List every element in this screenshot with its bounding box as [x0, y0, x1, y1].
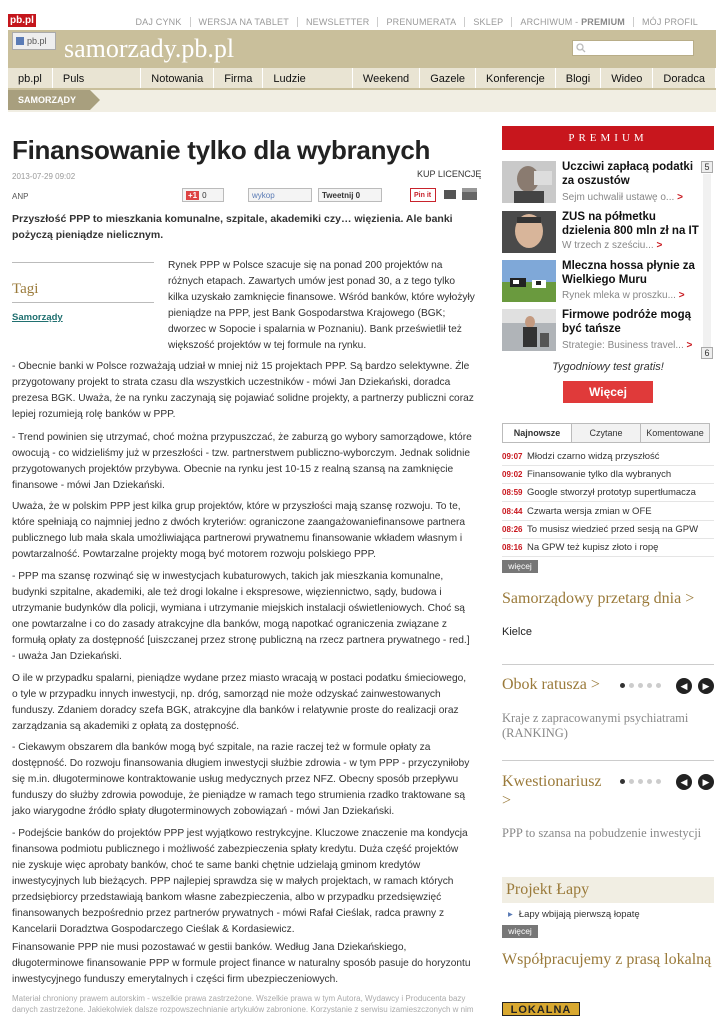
premium-sub-text: Rynek mleka w proszku...: [562, 290, 676, 301]
news-text: Finansowanie tylko dla wybranych: [527, 469, 672, 480]
carousel-dot[interactable]: [656, 779, 661, 784]
mail-icon[interactable]: [444, 190, 456, 199]
premium-thumb-traveler: [502, 309, 556, 351]
premium-thumb-man: [502, 161, 556, 203]
premium-more-arrow: >: [678, 290, 685, 301]
news-text: Czwarta wersja zmian w OFE: [527, 506, 652, 517]
article-lead: Przyszłość PPP to mieszkania komunalne, szpitale, akademiki czy… więzienia. Ale banki pożyczą pieniądze nielicznym.: [12, 213, 453, 241]
news-item[interactable]: [502, 521, 714, 539]
toplink-prenumerata[interactable]: PRENUMERATA: [377, 17, 464, 27]
pb-badge-label: pb.pl: [27, 36, 47, 46]
carousel-dot[interactable]: [647, 683, 652, 688]
article-date: 2013-07-29 09:02: [12, 172, 76, 181]
search-input[interactable]: [572, 40, 694, 56]
article-title: Finansowanie tylko dla wybranych: [12, 135, 431, 165]
tags-divider-top: [12, 262, 154, 263]
article-paragraph: - Ciekawym obszarem dla banków mogą być szpitale, na razie raczej też w formule opłaty za dostępność. Do rozwoju finansowania długiem inwestycji służbie zdrowia - w tym PPP - przyczyniłoby się m.in. długoterminowe kontraktowanie usług medycznych przez NFZ. Obecny sposób przepływu funduszy do służby zdrowia powoduje, że pieniądze w ramach tego strumienia rzadko traktowane są jako wiarygodne źródło spłaty długoterminowych zobowiązań - mówi Jan Dziekański.: [12, 742, 470, 817]
carousel-dot[interactable]: [629, 683, 634, 688]
carousel-dot[interactable]: [629, 779, 634, 784]
premium-sub: [562, 290, 685, 301]
pb-home-badge[interactable]: [12, 32, 56, 50]
premium-item[interactable]: [502, 258, 714, 306]
section-divider: [502, 664, 714, 665]
toplink-premium: PREMIUM: [581, 17, 625, 27]
news-text: To musisz wiedzieć przed sesją na GPW: [527, 524, 699, 535]
article-paragraph: - PPP ma szansę rozwinąć się w inwestycjach kubaturowych, takich jak mieszkania komunalne, budynki szpitalne, akademiki, ale też drogi lokalne i ekspresowe, więziennictwo, sądy, budowa i utrzymanie budynków dla policji, wymiana i utrzymanie miejskich instalacji oświetleniowych. Choć są one powtarzalne i co do zasady atrakcyjne dla banków, mogą napotkać ograniczenia związane z formułą opłaty za dostępność [uiszczanej przez stronę publiczną na rzecz partnera prywatnego - red.] - uważa Jan Dziekański.: [12, 571, 470, 662]
lokalna-logo[interactable]: LOKALNA: [502, 1002, 580, 1016]
tags-divider-bottom: [12, 302, 154, 303]
nav-konferencje[interactable]: Konferencje: [476, 68, 556, 88]
tweet-button[interactable]: [318, 188, 382, 202]
toplink-daj-cynk[interactable]: DAJ CYNK: [135, 17, 182, 27]
news-item[interactable]: [502, 503, 714, 521]
nav-blogi[interactable]: Blogi: [556, 68, 601, 88]
news-text: Młodzi czarno widzą przyszłość: [527, 451, 660, 462]
search-icon: [576, 43, 586, 53]
nav-ludzie-biznesu[interactable]: Ludzie: [263, 68, 353, 88]
premium-sub-text: W trzech z sześciu...: [562, 240, 654, 251]
nav-gazele[interactable]: Gazele: [420, 68, 476, 88]
premium-more-arrow: >: [677, 192, 683, 203]
breadcrumb-bar: [8, 90, 716, 112]
kwest-text[interactable]: PPP to szansa na pobudzenie inwestycji: [502, 826, 702, 840]
kwest-next-button[interactable]: ▶: [698, 774, 714, 790]
nav-puls-inwestora[interactable]: Puls: [53, 68, 141, 88]
news-time: 08:16: [502, 543, 523, 552]
premium-sub: [562, 192, 683, 203]
projekt-heading[interactable]: Projekt Łapy: [502, 877, 714, 903]
premium-more-button[interactable]: Więcej: [563, 381, 653, 403]
premium-item[interactable]: [502, 209, 714, 257]
projekt-more-button[interactable]: więcej: [502, 925, 538, 938]
wspolpraca-heading: Współpracujemy z prasą lokalną: [502, 951, 712, 968]
site-header: [8, 30, 716, 68]
obok-heading-arrow: >: [590, 676, 600, 693]
obok-carousel-dots: [620, 683, 661, 688]
tweet-count: 0: [355, 190, 361, 200]
main-nav: [8, 68, 716, 90]
toplink-archiwum[interactable]: [511, 17, 633, 27]
gplus-label: +1: [188, 190, 198, 200]
toplink-tablet[interactable]: WERSJA NA TABLET: [190, 17, 297, 27]
premium-sub: [562, 240, 662, 251]
carousel-dot[interactable]: [656, 683, 661, 688]
wykop-label: wykop: [252, 190, 275, 200]
section-divider: [502, 760, 714, 761]
news-time: 09:02: [502, 470, 523, 479]
toplink-sklep[interactable]: SKLEP: [464, 17, 511, 27]
wykop-button[interactable]: [248, 188, 312, 202]
obok-next-button[interactable]: ▶: [698, 678, 714, 694]
tab-komentowane[interactable]: Komentowane: [640, 424, 709, 442]
premium-scroll-down[interactable]: 6: [701, 347, 713, 359]
gplus-count: 0: [202, 190, 207, 200]
nav-weekend[interactable]: Weekend: [353, 68, 420, 88]
article-paragraph: Rynek PPP w Polsce szacuje się na ponad 200 projektów na różnych etapach. Zawartych umów jest ponad 30, a z tego tylko kilka uzyskało zamknięcie finansowe. Wśród banków, które wyłożyły pieniądze na PPP, jest Bank Gospodarstwa Krajowego (BGK; dworzec w Sopocie i spalarnia w Poznaniu). Bank prześwietlił też większość projektów w tej formule na rynku.: [168, 260, 475, 351]
nav-pbpl[interactable]: pb.pl: [8, 68, 53, 88]
projekt-item[interactable]: ▸ Łapy wbijają pierwszą łopatę: [508, 909, 640, 920]
premium-sub-text: Strategie: Business travel...: [562, 340, 684, 351]
carousel-dot[interactable]: [620, 779, 625, 784]
news-item[interactable]: [502, 466, 714, 484]
przetarg-text[interactable]: Kielce: [502, 626, 532, 638]
carousel-dot[interactable]: [638, 779, 643, 784]
nav-firma[interactable]: Firma: [214, 68, 263, 88]
pinterest-button[interactable]: [410, 188, 436, 202]
tab-najnowsze[interactable]: Najnowsze: [503, 424, 571, 442]
news-item[interactable]: [502, 539, 714, 557]
carousel-dot[interactable]: [638, 683, 643, 688]
news-time: 08:59: [502, 488, 523, 497]
obok-text[interactable]: Kraje z zapracowanymi psychiatrami (RANKING): [502, 711, 689, 740]
tag-samorzady-link[interactable]: Samorządy: [12, 312, 63, 323]
obok-prev-button[interactable]: ◀: [676, 678, 692, 694]
news-text: Na GPW też kupisz złoto i ropę: [527, 542, 659, 553]
news-time: 08:44: [502, 507, 523, 516]
obok-heading-label: Obok ratusza: [502, 676, 587, 693]
premium-header[interactable]: PREMIUM: [502, 126, 714, 150]
premium-title: Uczciwi zapłacą podatki za oszustów: [562, 161, 694, 187]
news-time: 09:07: [502, 452, 523, 461]
premium-item[interactable]: [502, 159, 714, 207]
premium-more-arrow: >: [686, 340, 693, 351]
premium-item[interactable]: [502, 307, 714, 355]
kwest-prev-button[interactable]: ◀: [676, 774, 692, 790]
article-paragraph: - Trend powinien się utrzymać, choć można przypuszczać, że zaburzą go wybory samorządowe, które owocują - co widzieliśmy już w przeszłości - tzw. partnerstwem publiczno-wyborczym. Jednak solidnie przygotowanych projektów przybywa. Obecnie na rynku jest 10-15 z realną szansą na zamknięcie finansowe - mówi Jan Dziekański.: [12, 432, 472, 491]
carousel-dot[interactable]: [647, 779, 652, 784]
premium-title: Firmowe podróże mogą być tańsze: [562, 309, 692, 335]
przetarg-heading[interactable]: Samorządowy przetarg dnia >: [502, 590, 695, 607]
copyright-note: Materiał chroniony prawem autorskim - wszelkie prawa zastrzeżone. Wszelkie prawa w tym Autora, Wydawcy i Producenta bazy danych zastrzeżone. Jakiekolwiek dalsze rozpowszechnianie artykułów zabronione. Korzystanie z serwisu izamieszczonych w nim: [12, 994, 474, 1014]
article-paragraph: Uważa, że w polskim PPP jest kilka grup projektów, które w przyszłości mają szansę rozwoju. To te, które spełniają co najmniej jedno z dwóch kryteriów: ograniczone zaangażowaniefinansowe partnera publicznego lub mała skala umożliwiająca partnerowi prywatnemu finansowanie wkładem własnym i powtarzalność. Powtarzalne projekty mogą być motorem rozwoju polskiego PPP.: [12, 501, 466, 560]
top-links: [127, 17, 706, 27]
tweet-label: Tweetnij: [322, 190, 354, 200]
kwest-carousel-dots: [620, 779, 661, 784]
premium-thumb-cows: [502, 260, 556, 302]
print-icon[interactable]: [462, 188, 477, 200]
premium-sub: [562, 340, 692, 351]
obok-heading[interactable]: [502, 676, 600, 694]
pin-label: Pin it: [414, 191, 432, 199]
kwest-heading-arrow: >: [502, 792, 512, 809]
pbpl-logo[interactable]: pb.pl: [10, 15, 34, 26]
nav-wideo[interactable]: Wideo: [601, 68, 653, 88]
kwest-heading-label: Kwestionariusz: [502, 773, 602, 790]
toplink-archiwum-label: ARCHIWUM -: [520, 17, 582, 27]
premium-sub-text: Sejm uchwalił ustawę o...: [562, 192, 675, 203]
trial-text: Tygodniowy test gratis!: [552, 361, 664, 373]
news-time: 08:26: [502, 525, 523, 534]
news-item[interactable]: [502, 484, 714, 502]
top-bar: [0, 0, 724, 30]
premium-scroll-up[interactable]: 5: [701, 161, 713, 173]
gplus-button[interactable]: [182, 188, 224, 202]
news-item[interactable]: [502, 448, 714, 466]
article-paragraph: Finansowanie PPP nie musi pozostawać w gestii banków. Według Jana Dziekańskiego, długoterminowe finansowanie PPP w formule project finance w naturalny sposób pasuje do horyzontu inwestycyjnego funduszy emerytalnych i części firm ubezpieczeniowych.: [12, 942, 471, 985]
toplink-newsletter[interactable]: NEWSLETTER: [297, 17, 378, 27]
tab-czytane[interactable]: Czytane: [571, 424, 640, 442]
premium-title: Mleczna hossa płynie za Wielkiego Muru: [562, 260, 695, 286]
premium-title: ZUS na półmetku dzielenia 800 mln zł na IT: [562, 211, 699, 237]
news-tabs: [502, 423, 710, 443]
article-paragraph: - Podejście banków do projektów PPP jest wyjątkowo restrykcyjne. Kluczowe znaczenie ma kondycja finansowa podmiotu publicznego i możliwość zabezpieczenia spłaty kredytu. Duża część projektów nie zyskuje więc aprobaty banków, choć te same banki chętnie udzielają gminom kredytów inwestycyjnych lub bieżących. PPP najlepiej sprawdza się w małych projektach, w ramach których przedsiębiorcy przedstawiają bankom własne zabezpieczenia, albo w przypadku przedsięwzięć finansowanych bezpośrednio przez partnerów prywatnych - mówi Rafał Cieślak, radca prawny z Kancelarii Doradztwa Gospodarczego Cieślak & Kordasiewicz.: [12, 828, 468, 935]
news-more-button[interactable]: więcej: [502, 560, 538, 573]
buy-license-link[interactable]: KUP LICENCJĘ: [417, 169, 482, 179]
carousel-dot[interactable]: [620, 683, 625, 688]
article-paragraph: - Obecnie banki w Polsce rozważają udział w mniej niż 15 projektach PPP. Są bardzo selektywne. Źle przygotowany projekt to strata czasu dla wszystkich uczestników - mówi Jan Dziekański, doradca prezesa BGK. Uważa, że na rynku zaczynają się pojawiać solidne projekty, a partnerzy publiczni coraz lepiej rozumieją rolę banków w PPP.: [12, 361, 474, 420]
premium-more-arrow: >: [656, 240, 663, 251]
site-title[interactable]: samorzady.pb.pl: [64, 34, 235, 63]
breadcrumb[interactable]: SAMORZĄDY: [8, 90, 90, 110]
article-paragraph: O ile w przypadku spalarni, pieniądze wydane przez miasto wracają w postaci podatku śmieciowego, o tyle w przypadku innych inwestycji, np. dróg, samorząd nie może odzyskać zainwestowanych funduszy. Zdaniem doradcy szefa BGK, atrakcyjne dla banków i relatywnie proste do realizacji oraz zarządzania są akademiki z opłatą za dostępność.: [12, 673, 467, 732]
news-text: Google stworzył prototyp supertłumacza: [527, 487, 696, 498]
nav-notowania[interactable]: Notowania: [141, 68, 214, 88]
article-source: ANP: [12, 192, 29, 201]
nav-doradca[interactable]: Doradca: [653, 68, 716, 88]
premium-thumb-face: [502, 211, 556, 253]
toplink-moj-profil[interactable]: MÓJ PROFIL: [633, 17, 706, 27]
tags-heading: Tagi: [12, 281, 39, 297]
kwest-heading[interactable]: [502, 772, 632, 810]
pb-badge-icon: [16, 37, 24, 45]
